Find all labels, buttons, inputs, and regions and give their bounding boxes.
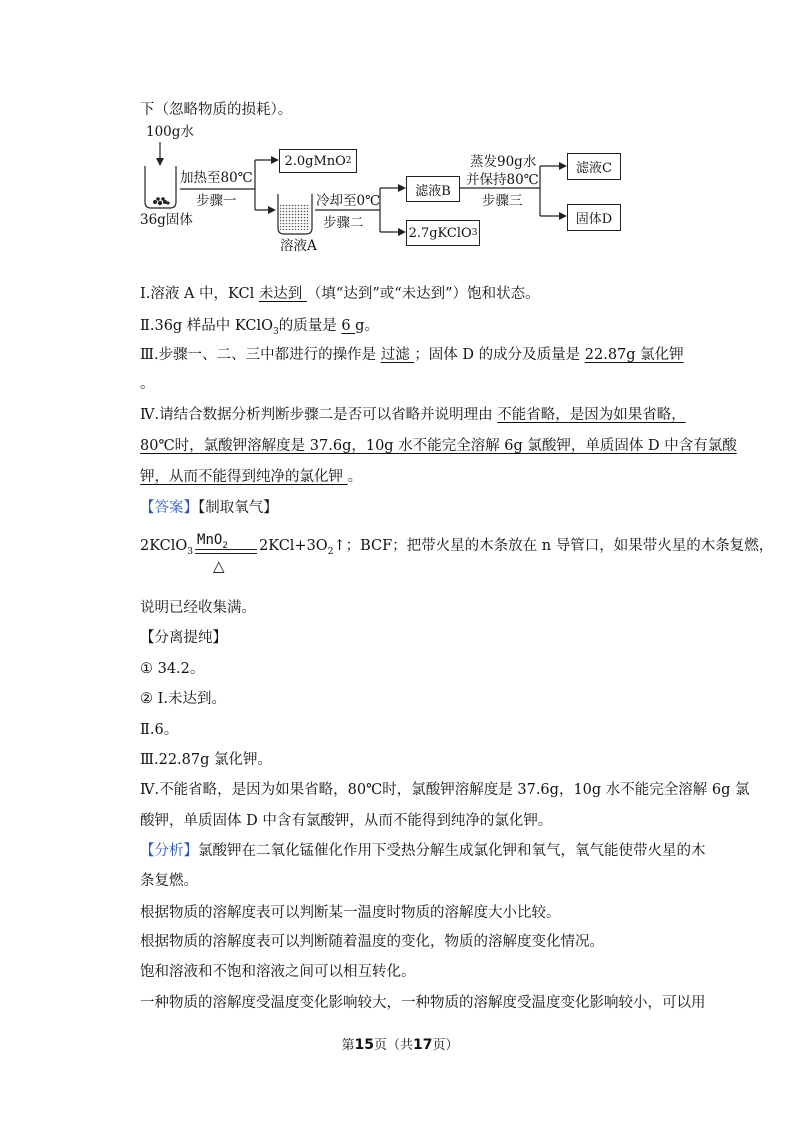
filtrate-b-box [406,176,460,202]
analysis-line-1 [140,841,706,861]
question-4-line-1 [140,405,686,425]
filtrate-c-box [567,153,621,180]
q1-text: Ⅰ.溶液 A 中，KCl [140,286,259,302]
q3-period: 。 [140,376,155,392]
q4-answer-3: 钾，从而不能得到纯净的氯化钾 [140,469,348,485]
footer-post: 页） [432,1038,459,1053]
q2-answer: 6 [341,318,356,334]
step3-condition-2: 并保持80℃ [466,172,539,188]
eq-arrow [193,532,259,575]
kclo3-text: 2.7gKClO [408,225,472,241]
q3-mid: ；固体 D 的成分及质量是 [414,347,585,363]
diagram-lines [0,0,800,270]
intro-text: 下（忽略物质的损耗）。 [140,102,293,118]
analysis-text: 氯酸钾在二氧化锰催化作用下受热分解生成氯化钾和氧气，氧气能使带火星的木 [198,843,706,859]
step1-label: 步骤一 [196,193,237,209]
solid-label: 36g固体 [140,212,193,228]
analysis-tag: 【分析】 [140,843,198,859]
question-3 [140,345,684,365]
analysis-line-2: 条复燃。 [140,873,198,889]
eq-catalyst-sub: 2 [222,540,228,551]
answer-tag: 【答案】 [140,500,198,516]
step3-label: 步骤三 [482,193,523,209]
mno2-sub: 2 [345,156,352,166]
q3-answer-2: 22.87g 氯化钾 [584,347,684,363]
chemical-equation [140,532,774,575]
eq-catalyst [197,530,228,556]
page-footer [0,1034,800,1053]
question-2 [140,316,379,342]
footer-mid: 页（共 [373,1038,413,1053]
answer-2: ② Ⅰ.未达到。 [140,691,226,707]
separation-title: 【分离提纯】 [140,630,227,646]
paragraph-3: 饱和溶液和不饱和溶液之间可以相互转化。 [140,964,416,980]
q3-text: Ⅲ.步骤一、二、三中都进行的操作是 [140,347,381,363]
q2-text: Ⅱ.36g 样品中 KClO [140,318,273,334]
eq-line-2 [195,553,257,554]
answer-heading [140,498,278,518]
step2-condition: 冷却至0℃ [316,193,381,209]
step2-label: 步骤二 [323,215,364,231]
q2-mid: 的质量是 [278,318,342,334]
solution-a-label: 溶液A [280,238,317,254]
page-total: 17 [413,1037,433,1053]
page-number: 15 [354,1037,374,1053]
answer-4: Ⅲ.22.87g 氯化钾。 [140,752,272,768]
q4-answer-1: 不能省略，是因为如果省略， [497,407,686,423]
answer-title: 【制取氧气】 [198,500,278,516]
collected-text: 说明已经收集满。 [140,600,256,616]
eq-heat: △ [213,557,225,575]
eq-right-sub: 2 [327,546,334,557]
solid-d-box [567,204,621,231]
filtrate-b-text: 滤液B [415,183,451,199]
q4-end: 。 [347,469,363,485]
eq-left-sub: 3 [187,546,194,557]
eq-left: 2KClO [140,538,188,554]
q3-answer-1: 过滤 [380,347,415,363]
eq-right: 2KCl+3O [259,538,328,554]
question-4-line-2: 80℃时，氯酸钾溶解度是 37.6g，10g 水不能完全溶解 6g 氯酸钾，单质固体 D 中含有氯酸 [140,438,737,454]
eq-catalyst-text: MnO [197,532,223,548]
question-4-line-3 [140,467,362,487]
q1-answer: 未达到 [258,286,307,302]
footer-pre: 第 [341,1038,355,1053]
filtrate-c-text: 滤液C [576,161,612,176]
question-1 [140,284,540,304]
step3-condition-1: 蒸发90g水 [470,154,537,170]
paragraph-1: 根据物质的溶解度表可以判断某一温度时物质的溶解度大小比较。 [140,905,561,921]
step1-condition: 加热至80℃ [180,170,253,186]
water-label: 100g水 [146,124,194,140]
mno2-box [279,149,357,173]
answer-5-line-1: Ⅳ.不能省略，是因为如果省略，80℃时，氯酸钾溶解度是 37.6g，10g 水不能完全溶解 6g 氯 [140,782,750,798]
paragraph-4: 一种物质的溶解度受温度变化影响较大，一种物质的溶解度受温度变化影响较小，可以用 [140,995,706,1011]
q1-tail: （填“达到”或“未达到”）饱和状态。 [306,286,540,302]
q2-tail: g。 [355,318,379,334]
eq-line-1 [195,549,257,550]
mno2-text: 2.0gMnO [284,153,346,169]
paragraph-2: 根据物质的溶解度表可以判断随着温度的变化，物质的溶解度变化情况。 [140,934,604,950]
kclo3-box [406,220,480,246]
eq-rest: ↑；BCF；把带火星的木条放在 n 导管口，如果带火星的木条复燃， [333,538,774,554]
answer-3: Ⅱ.6。 [140,722,179,738]
q2-sub: 3 [272,326,279,337]
q4-text: Ⅳ.请结合数据分析判断步骤二是否可以省略并说明理由 [140,407,498,423]
kclo3-sub: 3 [471,228,478,238]
answer-1: ① 34.2。 [140,661,205,677]
solid-d-text: 固体D [575,212,613,227]
answer-5-line-2: 酸钾，单质固体 D 中含有氯酸钾，从而不能得到纯净的氯化钾。 [140,813,553,829]
